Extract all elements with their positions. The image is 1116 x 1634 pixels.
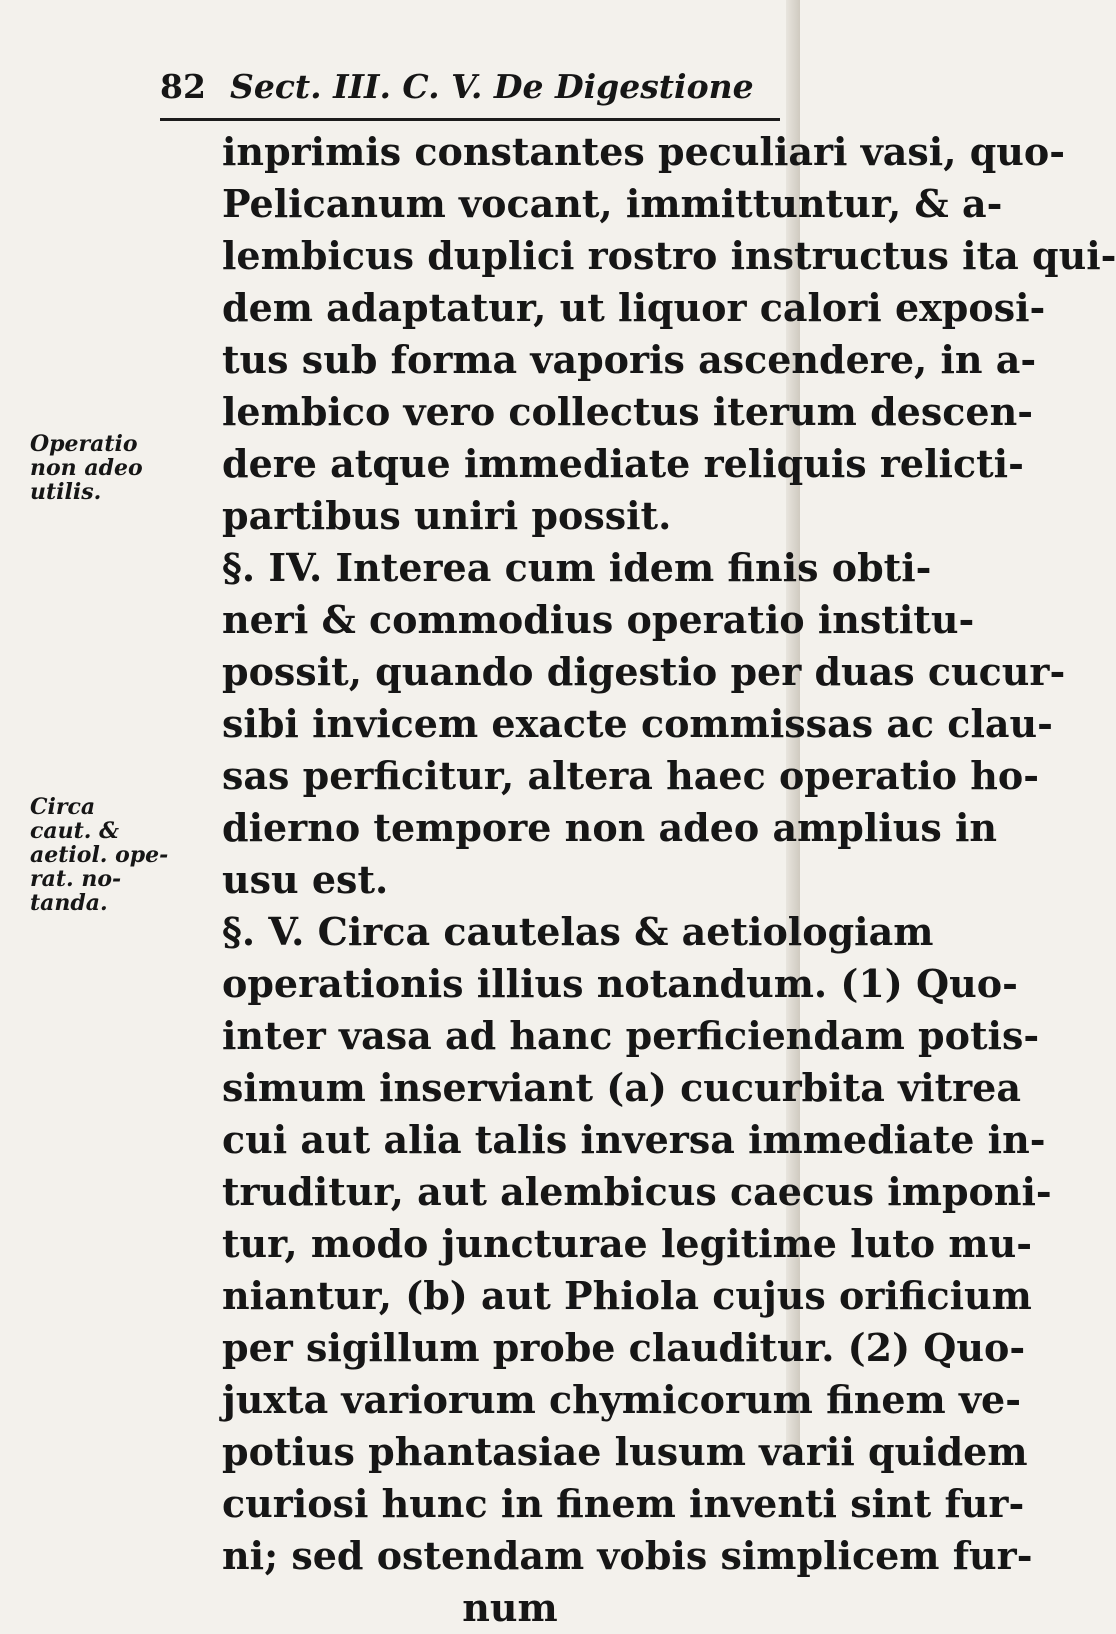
text-line: juxta variorum chymicorum finem ve- (222, 1377, 1021, 1422)
running-title: Sect. III. C. V. De Digestione (230, 67, 754, 106)
margin-note-line: rat. no- (30, 866, 122, 892)
text-line: partibus uniri possit. (222, 493, 672, 538)
margin-note-operatio (30, 432, 180, 504)
text-line: per sigillum probe clauditur. (2) Quo- (222, 1325, 1026, 1370)
text-line: curiosi hunc in finem inventi sint fur- (222, 1481, 1025, 1526)
margin-note-circa (30, 795, 180, 915)
text-line: dere atque immediate reliquis relicti- (222, 441, 1024, 486)
text-line: simum inserviant (a) cucurbita vitrea (222, 1065, 1021, 1110)
text-line: possit, quando digestio per duas cucur- (222, 649, 1066, 694)
margin-note-line: caut. & (30, 818, 119, 844)
text-line: dierno tempore non adeo amplius in (222, 805, 998, 850)
text-line: neri & commodius operatio institu- (222, 597, 975, 642)
text-line: sibi invicem exacte commissas ac clau- (222, 701, 1053, 746)
body-text (222, 126, 1116, 1634)
text-line: truditur, aut alembicus caecus imponi- (222, 1169, 1052, 1214)
text-line: usu est. (222, 857, 389, 902)
text-line: dem adaptatur, ut liquor calori exposi- (222, 285, 1046, 330)
text-line: operationis illius notandum. (1) Quo- (222, 961, 1018, 1006)
margin-note-line: non adeo (30, 455, 143, 481)
text-line: sas perficitur, altera haec operatio ho- (222, 753, 1039, 798)
margin-note-line: Operatio (30, 431, 138, 457)
text-line: Pelicanum vocant, immittuntur, & a- (222, 181, 1003, 226)
text-line: cui aut alia talis inversa immediate in- (222, 1117, 1046, 1162)
margin-note-line: utilis. (30, 479, 102, 505)
header-rule (160, 118, 780, 121)
margin-note-line: aetiol. ope- (30, 842, 169, 868)
catchword: num (462, 1585, 558, 1630)
margin-note-line: Circa (30, 794, 96, 820)
text-line: lembico vero collectus iterum descen- (222, 389, 1033, 434)
text-line: §. V. Circa cautelas & aetiologiam (222, 909, 934, 954)
text-line: niantur, (b) aut Phiola cujus orificium (222, 1273, 1032, 1318)
text-line: lembicus duplici rostro instructus ita qui- (222, 233, 1116, 278)
margin-note-line: tanda. (30, 890, 108, 916)
text-line: potius phantasiae lusum varii quidem (222, 1429, 1028, 1474)
text-line: tur, modo juncturae legitime luto mu- (222, 1221, 1032, 1266)
text-line: tus sub forma vaporis ascendere, in a- (222, 337, 1037, 382)
text-line: §. IV. Interea cum idem finis obti- (222, 545, 932, 590)
text-line: inter vasa ad hanc perficiendam potis- (222, 1013, 1040, 1058)
page-number: 82 (160, 67, 206, 106)
text-line: inprimis constantes peculiari vasi, quo- (222, 129, 1066, 174)
text-line: ni; sed ostendam vobis simplicem fur- (222, 1533, 1033, 1578)
running-header (160, 62, 780, 112)
